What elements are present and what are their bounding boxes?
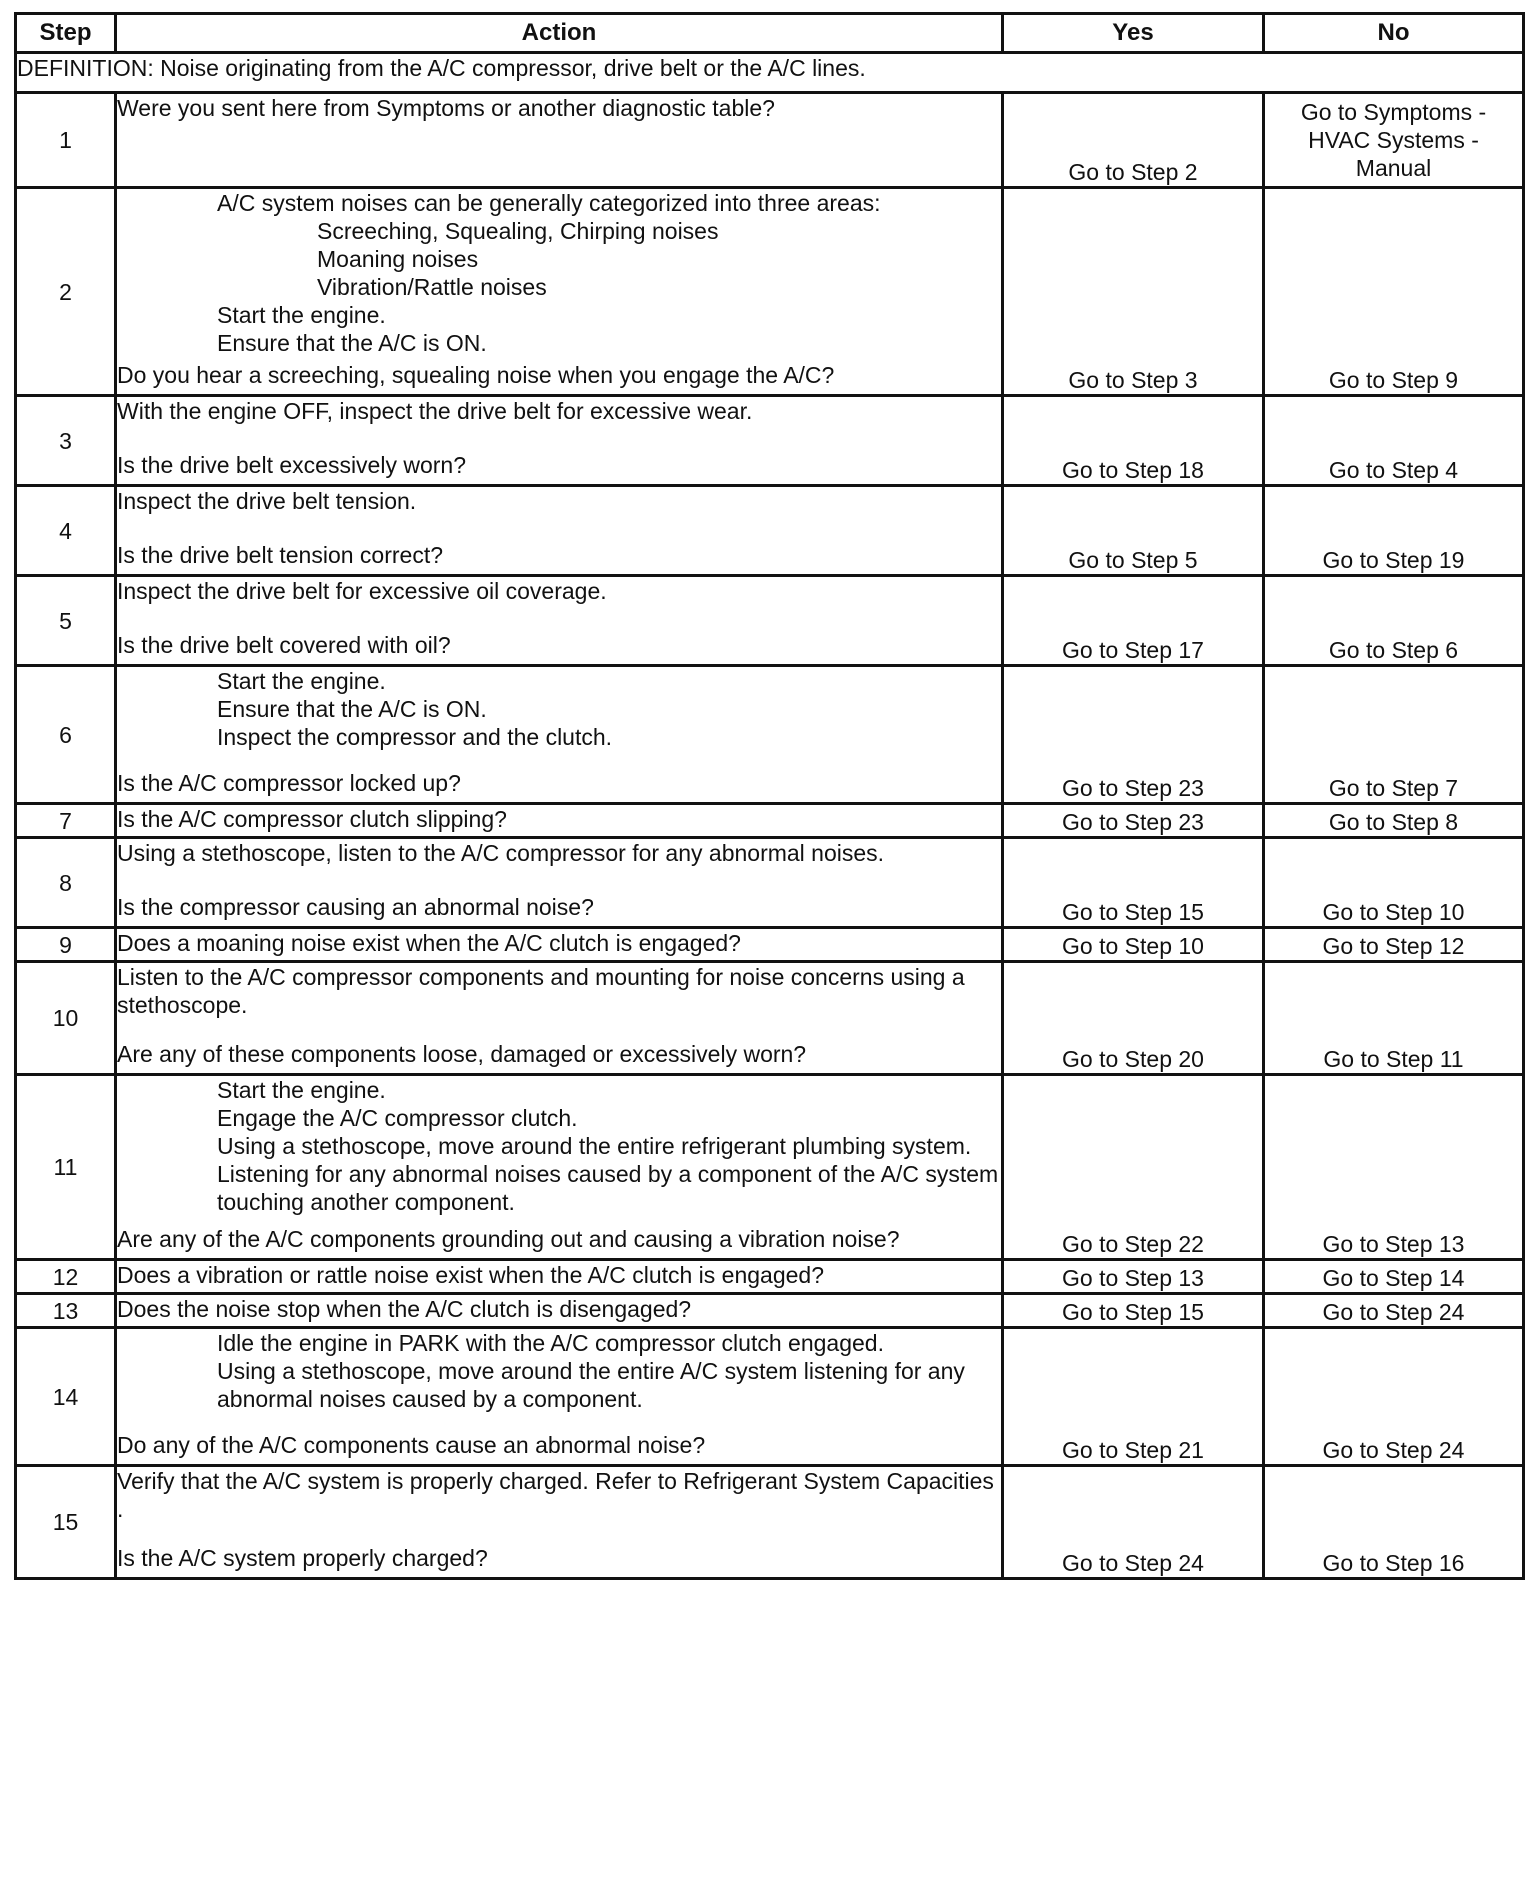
- table-row: [16, 1075, 1524, 1260]
- yes-result: Go to Step 17: [1003, 576, 1264, 666]
- action-line: Using a stethoscope, listen to the A/C compressor for any abnormal noises.: [117, 840, 885, 866]
- table-row: [16, 396, 1524, 486]
- no-result: Go to Step 24: [1264, 1328, 1524, 1466]
- action-line: Idle the engine in PARK with the A/C compressor clutch engaged.: [217, 1330, 884, 1356]
- action-line: Start the engine.: [217, 302, 386, 328]
- table-row: [16, 1328, 1524, 1466]
- action-line: Ensure that the A/C is ON.: [217, 330, 487, 356]
- header-yes: Yes: [1003, 14, 1264, 53]
- no-result: Go to Step 10: [1264, 838, 1524, 928]
- action-question: Do you hear a screeching, squealing noise when you engage the A/C?: [117, 362, 835, 388]
- step-number: 14: [16, 1328, 116, 1466]
- header-row: [16, 14, 1524, 53]
- table-row: [16, 838, 1524, 928]
- action-line: Verify that the A/C system is properly charged. Refer to Refrigerant System Capacities .: [117, 1468, 1001, 1522]
- header-step: Step: [16, 14, 116, 53]
- action-line: Start the engine.: [217, 668, 386, 694]
- table-row: [16, 188, 1524, 396]
- action-cell: [116, 928, 1003, 962]
- table-row: [16, 1294, 1524, 1328]
- step-number: 3: [16, 396, 116, 486]
- action-cell: [116, 1466, 1003, 1579]
- action-cell: [116, 188, 1003, 396]
- yes-result: Go to Step 23: [1003, 804, 1264, 838]
- step-number: 5: [16, 576, 116, 666]
- action-cell: [116, 396, 1003, 486]
- yes-result: Go to Step 13: [1003, 1260, 1264, 1294]
- action-question: Does a vibration or rattle noise exist when the A/C clutch is engaged?: [117, 1262, 825, 1288]
- action-line: A/C system noises can be generally categorized into three areas:: [217, 190, 881, 216]
- step-number: 8: [16, 838, 116, 928]
- no-result: Go to Step 8: [1264, 804, 1524, 838]
- action-line: Inspect the drive belt tension.: [117, 488, 417, 514]
- yes-result: Go to Step 5: [1003, 486, 1264, 576]
- yes-result: Go to Step 10: [1003, 928, 1264, 962]
- yes-result: Go to Step 21: [1003, 1328, 1264, 1466]
- yes-result: Go to Step 15: [1003, 1294, 1264, 1328]
- action-question: Were you sent here from Symptoms or another diagnostic table?: [117, 95, 775, 121]
- table-row: [16, 576, 1524, 666]
- no-result: Go to Step 6: [1264, 576, 1524, 666]
- action-question: Is the drive belt excessively worn?: [117, 452, 466, 478]
- action-question: Does the noise stop when the A/C clutch is disengaged?: [117, 1296, 692, 1322]
- action-question: Are any of these components loose, damaged or excessively worn?: [117, 1041, 807, 1067]
- yes-result: Go to Step 18: [1003, 396, 1264, 486]
- table-row: [16, 1466, 1524, 1579]
- diagnostic-table: [14, 12, 1525, 1580]
- action-question: Is the drive belt tension correct?: [117, 542, 443, 568]
- action-cell: [116, 576, 1003, 666]
- no-result: Go to Step 9: [1264, 188, 1524, 396]
- action-line: Start the engine.: [217, 1077, 386, 1103]
- action-question: Do any of the A/C components cause an abnormal noise?: [117, 1432, 706, 1458]
- table-row: [16, 1260, 1524, 1294]
- step-number: 13: [16, 1294, 116, 1328]
- step-number: 2: [16, 188, 116, 396]
- action-cell: [116, 804, 1003, 838]
- no-result: Go to Symptoms - HVAC Systems - Manual: [1264, 93, 1524, 188]
- yes-result: Go to Step 15: [1003, 838, 1264, 928]
- no-result: Go to Step 16: [1264, 1466, 1524, 1579]
- yes-result: Go to Step 2: [1003, 93, 1264, 188]
- action-line: Screeching, Squealing, Chirping noises: [317, 218, 719, 244]
- step-number: 15: [16, 1466, 116, 1579]
- step-number: 7: [16, 804, 116, 838]
- no-result: Go to Step 12: [1264, 928, 1524, 962]
- step-number: 12: [16, 1260, 116, 1294]
- step-number: 6: [16, 666, 116, 804]
- action-cell: [116, 1294, 1003, 1328]
- action-question: Does a moaning noise exist when the A/C clutch is engaged?: [117, 930, 741, 956]
- action-cell: [116, 1075, 1003, 1260]
- action-question: Is the A/C compressor locked up?: [117, 770, 461, 796]
- action-cell: [116, 93, 1003, 188]
- action-line: Vibration/Rattle noises: [317, 274, 547, 300]
- step-number: 10: [16, 962, 116, 1075]
- action-line: With the engine OFF, inspect the drive belt for excessive wear.: [117, 398, 753, 424]
- yes-result: Go to Step 23: [1003, 666, 1264, 804]
- table-row: [16, 928, 1524, 962]
- action-cell: [116, 962, 1003, 1075]
- header-action: Action: [116, 14, 1003, 53]
- definition: DEFINITION: Noise originating from the A/C compressor, drive belt or the A/C lines.: [16, 53, 1524, 93]
- yes-result: Go to Step 24: [1003, 1466, 1264, 1579]
- action-question: Are any of the A/C components grounding out and causing a vibration noise?: [117, 1226, 900, 1252]
- table-row: [16, 666, 1524, 804]
- action-line: Ensure that the A/C is ON.: [217, 696, 487, 722]
- no-result: Go to Step 11: [1264, 962, 1524, 1075]
- action-cell: [116, 486, 1003, 576]
- action-line: Listen to the A/C compressor components and mounting for noise concerns using a stethoscope.: [117, 964, 972, 1018]
- no-result: Go to Step 19: [1264, 486, 1524, 576]
- yes-result: Go to Step 22: [1003, 1075, 1264, 1260]
- action-question: Is the compressor causing an abnormal noise?: [117, 894, 594, 920]
- action-question: Is the drive belt covered with oil?: [117, 632, 451, 658]
- no-result: Go to Step 7: [1264, 666, 1524, 804]
- no-result: Go to Step 13: [1264, 1075, 1524, 1260]
- table-row: [16, 486, 1524, 576]
- action-cell: [116, 1328, 1003, 1466]
- action-cell: [116, 1260, 1003, 1294]
- yes-result: Go to Step 20: [1003, 962, 1264, 1075]
- table-row: [16, 804, 1524, 838]
- action-line: Moaning noises: [317, 246, 479, 272]
- no-result: Go to Step 14: [1264, 1260, 1524, 1294]
- yes-result: Go to Step 3: [1003, 188, 1264, 396]
- action-question: Is the A/C compressor clutch slipping?: [117, 806, 507, 832]
- action-line: Engage the A/C compressor clutch.: [217, 1105, 578, 1131]
- action-line: Inspect the drive belt for excessive oil coverage.: [117, 578, 607, 604]
- table-row: [16, 962, 1524, 1075]
- action-cell: [116, 838, 1003, 928]
- table-body: [16, 53, 1524, 1579]
- no-result: Go to Step 24: [1264, 1294, 1524, 1328]
- no-result: Go to Step 4: [1264, 396, 1524, 486]
- action-line: Using a stethoscope, move around the entire refrigerant plumbing system. Listening for any abnormal noises caused by a component of the A/C system touching another component.: [217, 1133, 1005, 1215]
- step-number: 4: [16, 486, 116, 576]
- action-line: Inspect the compressor and the clutch.: [217, 724, 613, 750]
- action-cell: [116, 666, 1003, 804]
- step-number: 11: [16, 1075, 116, 1260]
- definition-row: [16, 53, 1524, 93]
- action-question: Is the A/C system properly charged?: [117, 1545, 488, 1571]
- step-number: 9: [16, 928, 116, 962]
- action-line: Using a stethoscope, move around the entire A/C system listening for any abnormal noises caused by a component.: [217, 1358, 972, 1412]
- table-row: [16, 93, 1524, 188]
- header-no: No: [1264, 14, 1524, 53]
- step-number: 1: [16, 93, 116, 188]
